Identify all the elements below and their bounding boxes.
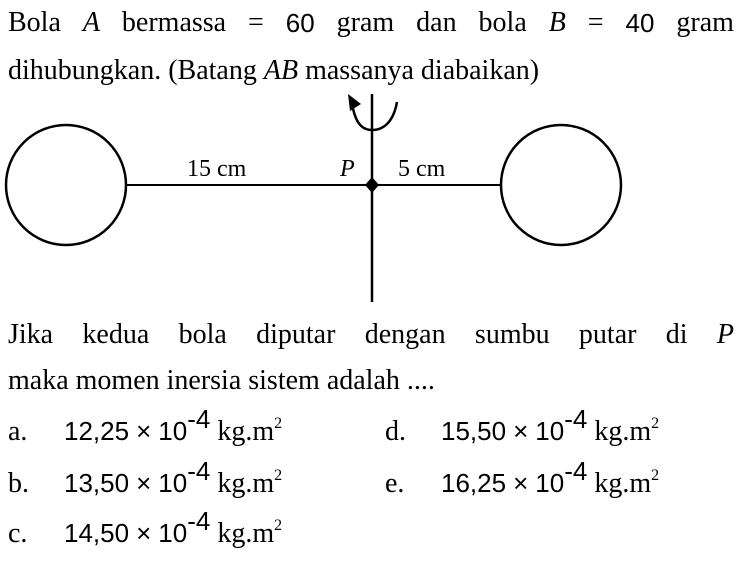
question-line-2: [8, 54, 539, 88]
unit: kg.m: [217, 518, 275, 549]
question-line-4: maka momen inersia sistem adalah ....: [8, 365, 435, 396]
pivot-point: [365, 177, 379, 193]
ball-a-circle: [6, 125, 126, 245]
unit: kg.m: [217, 416, 275, 447]
word: diputar: [256, 319, 336, 350]
option-a[interactable]: [8, 404, 283, 449]
times-sign: ×: [136, 468, 152, 498]
rotation-arrow-icon: [352, 102, 397, 130]
option-c[interactable]: [8, 506, 283, 551]
mass-b-value: 40: [625, 8, 655, 38]
exponent: -4: [187, 456, 211, 486]
pivot-label: P: [340, 156, 355, 182]
rotation-diagram: [0, 84, 750, 306]
word: bermassa: [121, 7, 227, 38]
unit-exponent: 2: [274, 415, 283, 432]
base-ten: 10: [158, 518, 188, 548]
ball-b-symbol: B: [548, 7, 566, 38]
word: dan: [416, 7, 457, 38]
times-sign: ×: [513, 468, 529, 498]
option-d[interactable]: [385, 404, 660, 449]
option-value: 16,25: [441, 468, 507, 498]
unit: kg.m: [594, 468, 652, 499]
word: Jika: [8, 319, 54, 350]
word: sumbu: [474, 319, 550, 350]
exponent: -4: [564, 404, 588, 434]
word: gram: [336, 7, 395, 38]
right-distance-label: 5 cm: [398, 156, 446, 182]
option-value: 15,50: [441, 416, 507, 446]
word: gram: [676, 7, 734, 38]
option-label: a.: [8, 416, 28, 447]
base-ten: 10: [535, 468, 565, 498]
option-label: b.: [8, 468, 29, 499]
word: kedua: [82, 319, 150, 350]
question-line-3: [8, 318, 734, 352]
option-label: e.: [385, 468, 405, 499]
option-value: 14,50: [64, 518, 130, 548]
ball-a-symbol: A: [82, 7, 100, 38]
word: putar: [578, 319, 637, 350]
ball-b-circle: [501, 125, 621, 245]
base-ten: 10: [158, 468, 188, 498]
word: bola: [478, 7, 527, 38]
option-value: 13,50: [64, 468, 130, 498]
pivot-symbol: P: [716, 319, 734, 350]
equals-sign: =: [587, 7, 604, 38]
exponent: -4: [187, 506, 211, 536]
question-line-1: [8, 6, 734, 40]
exponent: -4: [564, 456, 588, 486]
line2-suffix: massanya diabaikan): [298, 55, 540, 86]
unit-exponent: 2: [651, 467, 660, 484]
exponent: -4: [187, 404, 211, 434]
word: di: [665, 319, 688, 350]
base-ten: 10: [158, 416, 188, 446]
mass-a-value: 60: [285, 8, 315, 38]
option-b[interactable]: [8, 456, 283, 501]
option-label: c.: [8, 518, 28, 549]
word: dengan: [364, 319, 446, 350]
unit: kg.m: [594, 416, 652, 447]
option-label: d.: [385, 416, 406, 447]
times-sign: ×: [136, 518, 152, 548]
base-ten: 10: [535, 416, 565, 446]
left-distance-label: 15 cm: [187, 156, 247, 182]
word: Bola: [8, 7, 61, 38]
line2-prefix: dihubungkan. (Batang: [8, 55, 264, 86]
option-e[interactable]: [385, 456, 660, 501]
arrowhead-icon: [348, 94, 361, 111]
equals-sign: =: [248, 7, 264, 38]
unit-exponent: 2: [651, 415, 660, 432]
unit: kg.m: [217, 468, 275, 499]
times-sign: ×: [513, 416, 529, 446]
option-value: 12,25: [64, 416, 130, 446]
times-sign: ×: [136, 416, 152, 446]
unit-exponent: 2: [274, 467, 283, 484]
unit-exponent: 2: [274, 517, 283, 534]
rod-symbol: AB: [263, 55, 299, 86]
word: bola: [178, 319, 227, 350]
